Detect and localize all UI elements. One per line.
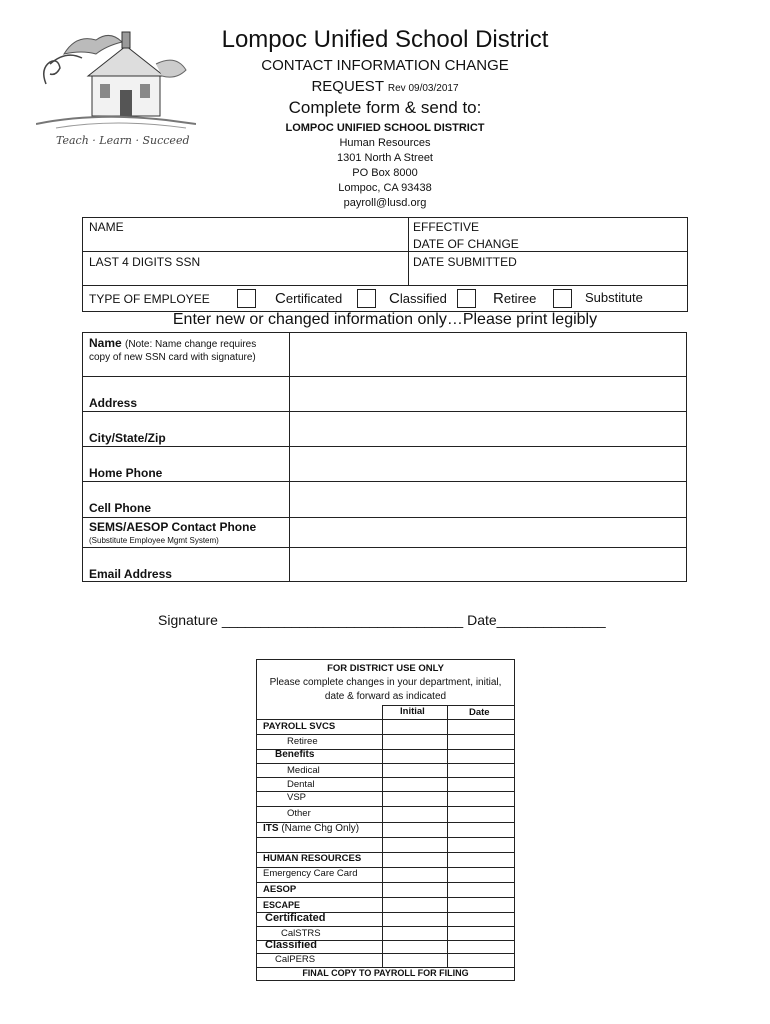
address-street: 1301 North A Street [336, 152, 433, 164]
payroll-svcs-label: PAYROLL SVCS [263, 721, 336, 732]
ssn-label: LAST 4 DIGITS SSN [89, 255, 201, 269]
address-dept: Human Resources [339, 137, 431, 149]
date-submitted-label: DATE SUBMITTED [413, 255, 517, 269]
other-row-label: Other [287, 808, 311, 819]
its-row-label: ITS (Name Chg Only) [263, 823, 360, 834]
new-name-field[interactable] [291, 334, 685, 375]
vsp-row-label: VSP [287, 792, 307, 803]
employee-type-label: TYPE OF EMPLOYEE [89, 292, 210, 306]
home-phone-label: Home Phone [89, 466, 163, 480]
district-use-title: FOR DISTRICT USE ONLY [327, 663, 444, 674]
retiree-option-label: Retiree [493, 290, 537, 307]
revision-date: Rev 09/03/2017 [387, 83, 459, 94]
district-instructions-1: Please complete changes in your department, initial, [269, 677, 502, 688]
district-instructions-2: date & forward as indicated [324, 691, 447, 702]
escape-row-label: ESCAPE [263, 900, 301, 910]
address-email: payroll@lusd.org [343, 197, 427, 209]
ssn-field[interactable] [213, 253, 403, 283]
home-phone-field[interactable] [291, 448, 685, 480]
certificated-section-label: Certificated [265, 912, 326, 924]
page-title: Lompoc Unified School District [221, 26, 549, 53]
calstrs-row-label: CalSTRS [281, 928, 321, 939]
form-title-line1: CONTACT INFORMATION CHANGE [261, 57, 509, 74]
email-field[interactable] [291, 549, 685, 580]
new-name-note: copy of new SSN card with signature) [89, 352, 256, 363]
name-label: NAME [89, 220, 124, 234]
cell-phone-label: Cell Phone [89, 501, 152, 515]
address-city: Lompoc, CA 93438 [338, 182, 432, 194]
employee-type-row [82, 286, 688, 312]
new-name-label: Name (Note: Name change requires [89, 336, 257, 350]
calpers-row-label: CalPERS [275, 954, 316, 965]
emergency-card-row-label: Emergency Care Card [263, 868, 358, 879]
address-field[interactable] [291, 378, 685, 410]
effective-label: EFFECTIVE [413, 220, 480, 234]
sems-phone-label: SEMS/AESOP Contact Phone [89, 520, 257, 534]
medical-row-label: Medical [287, 765, 320, 776]
form-title-request: REQUEST [311, 78, 384, 95]
city-state-zip-label: City/State/Zip [89, 431, 166, 445]
sems-phone-field[interactable] [291, 519, 685, 546]
signature-line[interactable]: Signature _______________________________ Date______________ [158, 612, 606, 628]
retiree-row-label: Retiree [287, 736, 318, 747]
human-resources-label: HUMAN RESOURCES [263, 853, 362, 864]
final-copy-footer: FINAL COPY TO PAYROLL FOR FILING [302, 968, 469, 978]
logo-tagline: Teach · Learn · Succeed [56, 134, 190, 147]
employee-info-box [82, 217, 688, 286]
certificated-option-label: Certificated [275, 290, 343, 307]
initial-column-header: Initial [400, 706, 425, 717]
city-state-zip-field[interactable] [291, 413, 685, 445]
sems-note: (Substitute Employee Mgmt System) [89, 536, 219, 545]
classified-section-label: Classified [265, 939, 317, 951]
name-field[interactable] [133, 219, 403, 249]
retiree-checkbox[interactable] [457, 289, 476, 308]
email-label: Email Address [89, 567, 172, 581]
substitute-option-label: Substitute [585, 290, 643, 305]
district-use-table [256, 659, 515, 981]
form-title-line2 [0, 78, 770, 95]
effective-date-field[interactable] [523, 219, 683, 249]
certificated-checkbox[interactable] [237, 289, 256, 308]
date-submitted-field[interactable] [523, 253, 683, 283]
instructions-heading: Enter new or changed information only…Please print legibly [172, 311, 598, 328]
address-label: Address [89, 396, 138, 410]
contact-info-grid [82, 332, 687, 582]
mailing-address [0, 121, 770, 211]
dental-row-label: Dental [287, 779, 315, 790]
aesop-row-label: AESOP [263, 884, 297, 895]
date-of-change-label: DATE OF CHANGE [413, 237, 519, 251]
classified-option-label: Classified [389, 290, 447, 307]
send-to-heading: Complete form & send to: [288, 98, 482, 117]
date-column-header: Date [469, 707, 490, 718]
classified-checkbox[interactable] [357, 289, 376, 308]
address-po-box: PO Box 8000 [352, 167, 418, 179]
cell-phone-field[interactable] [291, 483, 685, 516]
address-org: LOMPOC UNIFIED SCHOOL DISTRICT [285, 122, 485, 134]
benefits-label: Benefits [275, 749, 315, 760]
substitute-checkbox[interactable] [553, 289, 572, 308]
